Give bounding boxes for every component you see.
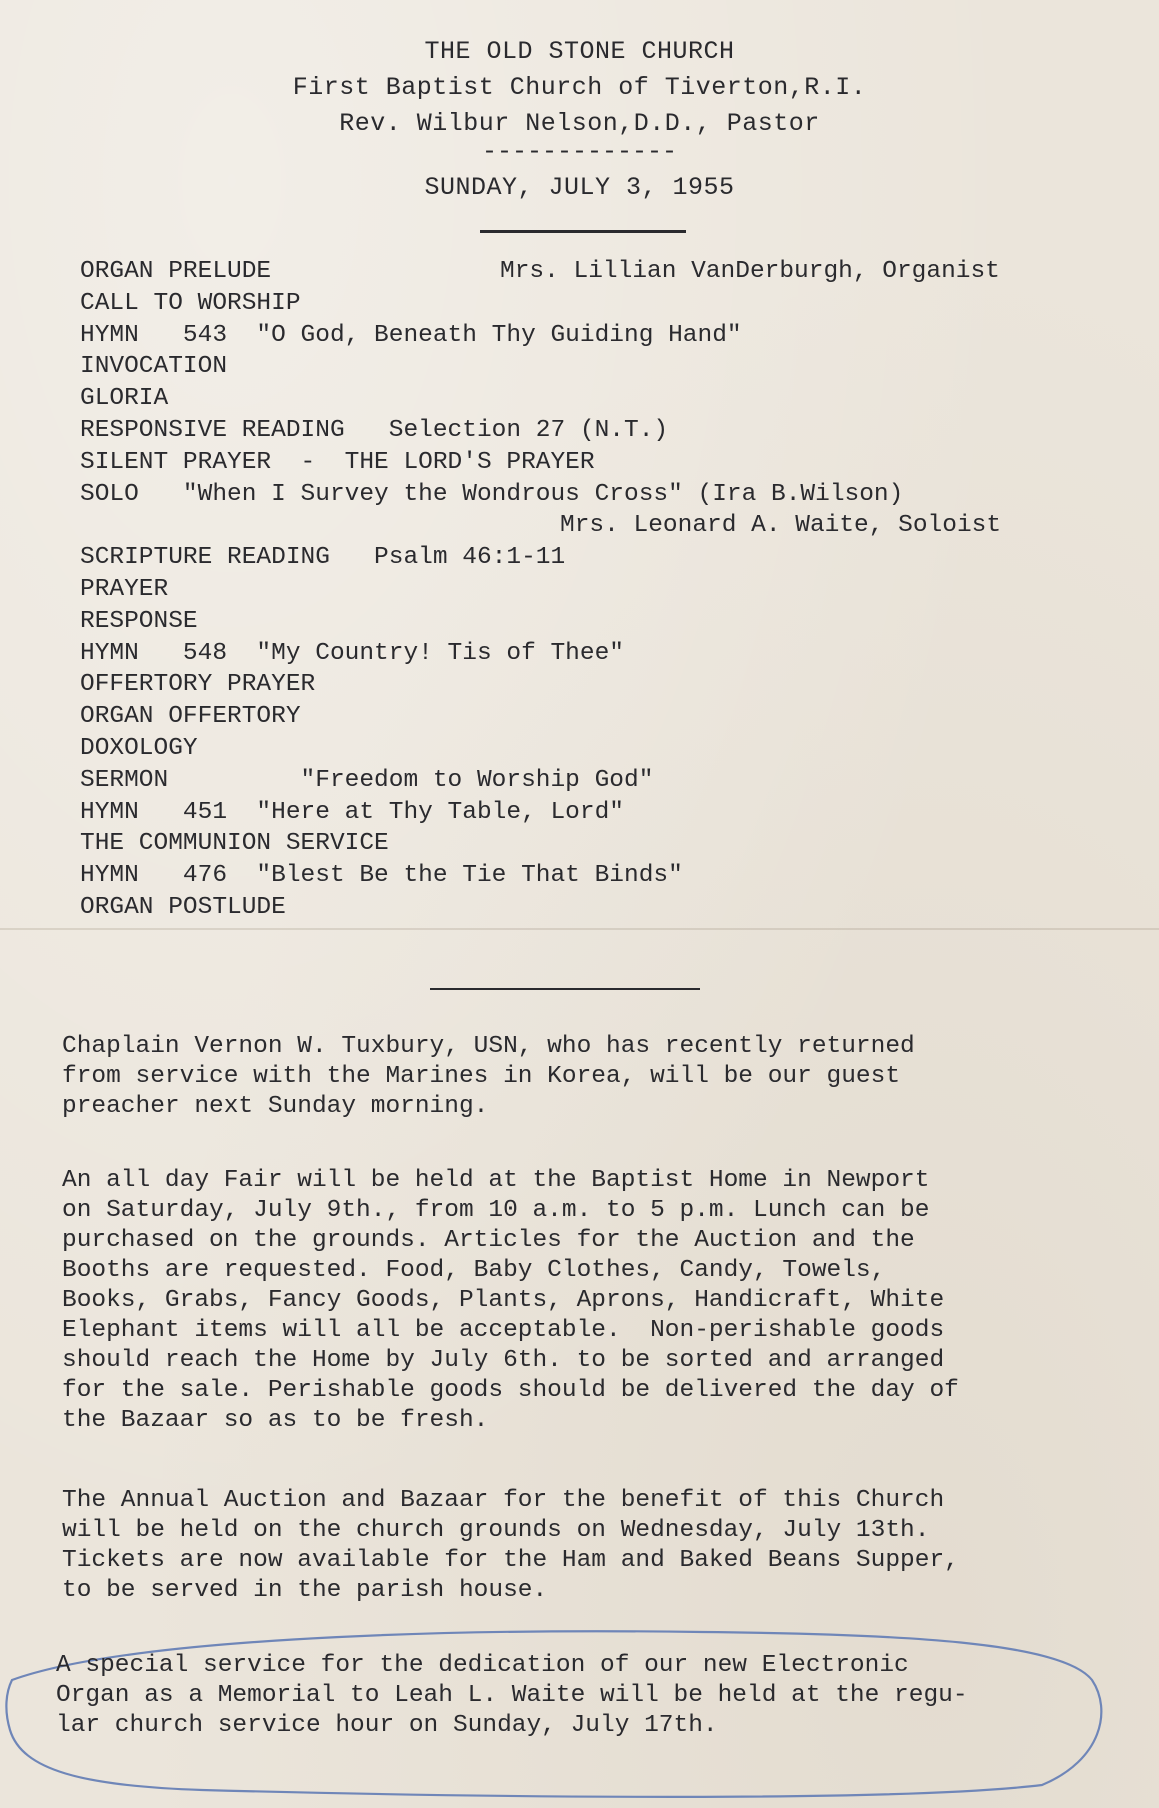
announcement-line: for the sale. Perishable goods should be delivered the day of bbox=[62, 1377, 959, 1404]
pastor-line: Rev. Wilbur Nelson,D.D., Pastor bbox=[339, 109, 820, 138]
fair-announcement bbox=[62, 1166, 1082, 1436]
announcement-line: from service with the Marines in Korea, will be our guest bbox=[62, 1063, 901, 1090]
order-item: HYMN 451 "Here at Thy Table, Lord" bbox=[80, 798, 624, 826]
bulletin-header bbox=[0, 34, 1159, 206]
order-item: HYMN 476 "Blest Be the Tie That Binds" bbox=[80, 862, 683, 890]
dedication-announcement bbox=[56, 1651, 1076, 1741]
order-of-service bbox=[80, 256, 1080, 924]
divider-rule bbox=[430, 988, 700, 990]
auction-announcement bbox=[62, 1486, 1082, 1606]
church-full-name: First Baptist Church of Tiverton,R.I. bbox=[292, 73, 867, 102]
announcement-line: will be held on the church grounds on Wednesday, July 13th. bbox=[62, 1517, 930, 1544]
service-date: SUNDAY, JULY 3, 1955 bbox=[424, 173, 735, 202]
order-item: DOXOLOGY bbox=[80, 734, 198, 762]
announcement-line: Elephant items will all be acceptable. Non-perishable goods bbox=[62, 1317, 945, 1344]
announcement-line: purchased on the grounds. Articles for the Auction and the bbox=[62, 1227, 915, 1254]
order-item: ORGAN PRELUDE bbox=[80, 258, 272, 285]
announcement-line: on Saturday, July 9th., from 10 a.m. to 5 p.m. Lunch can be bbox=[62, 1197, 930, 1224]
church-name: THE OLD STONE CHURCH bbox=[424, 37, 735, 66]
header-rule bbox=[480, 230, 686, 233]
order-item: HYMN 543 "O God, Beneath Thy Guiding Hand" bbox=[80, 321, 742, 349]
announcement-line: to be served in the parish house. bbox=[62, 1577, 548, 1604]
order-item: SCRIPTURE READING Psalm 46:1-11 bbox=[80, 544, 566, 572]
announcement-line: A special service for the dedication of our new Electronic bbox=[56, 1652, 909, 1679]
order-item: GLORIA bbox=[80, 385, 169, 413]
order-item-note: Mrs. Lillian VanDerburgh, Organist bbox=[500, 258, 1000, 285]
announcement-line: The Annual Auction and Bazaar for the benefit of this Church bbox=[62, 1487, 945, 1514]
announcement-line: An all day Fair will be held at the Baptist Home in Newport bbox=[62, 1167, 930, 1194]
announcement-line: should reach the Home by July 6th. to be sorted and arranged bbox=[62, 1347, 945, 1374]
announcement-line: preacher next Sunday morning. bbox=[62, 1093, 489, 1120]
guest-preacher-announcement bbox=[62, 1032, 1082, 1122]
header-dashes: ------------- bbox=[481, 137, 678, 166]
order-item: SOLO "When I Survey the Wondrous Cross" (Ira B.Wilson) bbox=[80, 480, 904, 508]
order-item: SILENT PRAYER - THE LORD'S PRAYER bbox=[80, 448, 595, 476]
order-item: PRAYER bbox=[80, 575, 169, 603]
announcement-line: Organ as a Memorial to Leah L. Waite will be held at the regu- bbox=[56, 1682, 968, 1709]
order-item: ORGAN POSTLUDE bbox=[80, 893, 286, 921]
order-item: RESPONSE bbox=[80, 607, 198, 635]
announcement-line: the Bazaar so as to be fresh. bbox=[62, 1407, 489, 1434]
order-item: RESPONSIVE READING Selection 27 (N.T.) bbox=[80, 416, 669, 444]
announcement-line: Tickets are now available for the Ham and Baked Beans Supper, bbox=[62, 1547, 959, 1574]
announcement-line: lar church service hour on Sunday, July 17th. bbox=[56, 1712, 718, 1739]
order-item: CALL TO WORSHIP bbox=[80, 289, 301, 317]
order-item: ORGAN OFFERTORY bbox=[80, 703, 301, 731]
paper-fold bbox=[0, 928, 1159, 930]
order-item: HYMN 548 "My Country! Tis of Thee" bbox=[80, 639, 624, 667]
order-item: SERMON "Freedom to Worship God" bbox=[80, 766, 654, 794]
order-item: INVOCATION bbox=[80, 353, 228, 381]
order-item-note: Mrs. Leonard A. Waite, Soloist bbox=[560, 512, 1002, 540]
order-item: OFFERTORY PRAYER bbox=[80, 671, 316, 699]
announcement-line: Booths are requested. Food, Baby Clothes, Candy, Towels, bbox=[62, 1257, 886, 1284]
announcement-line: Chaplain Vernon W. Tuxbury, USN, who has recently returned bbox=[62, 1033, 915, 1060]
order-item: THE COMMUNION SERVICE bbox=[80, 830, 389, 858]
announcement-line: Books, Grabs, Fancy Goods, Plants, Aprons, Handicraft, White bbox=[62, 1287, 945, 1314]
